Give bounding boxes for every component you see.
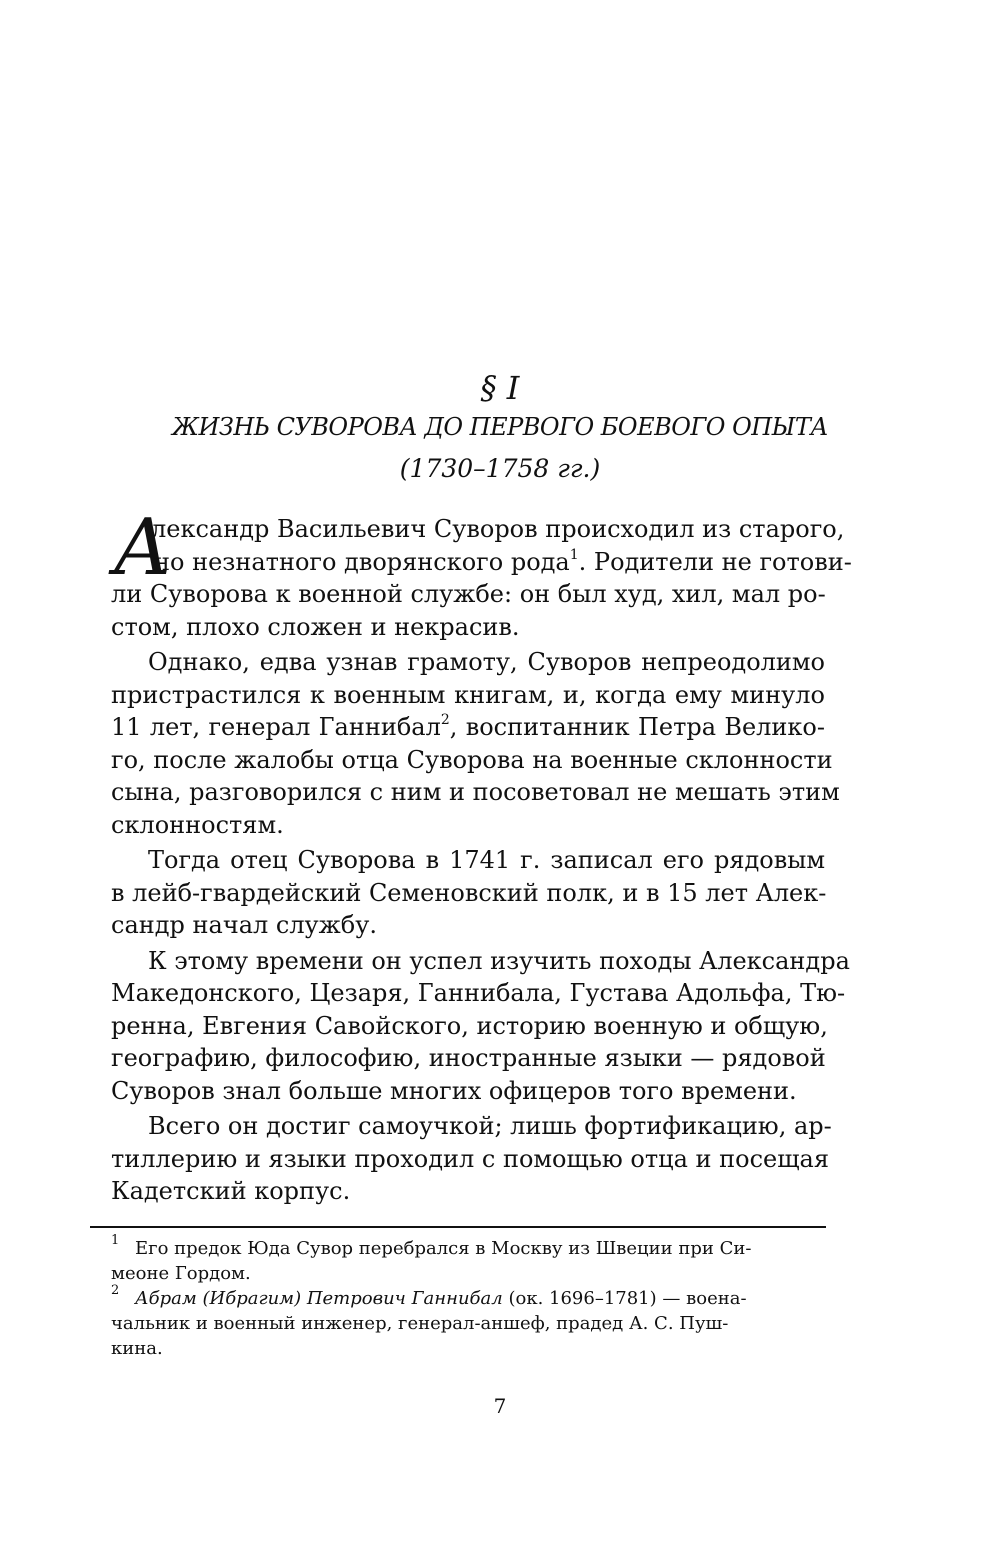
footnote-number: 2 (111, 1283, 120, 1298)
text-fragment: 11 лет, генерал Ганнибал (111, 713, 441, 741)
text-line: Тогда отец Суворова в 1741 г. записал его рядовым (148, 846, 825, 874)
text-fragment: но незнатного дворянского рода (154, 547, 570, 576)
section-mark: § I (480, 369, 520, 407)
text-line: К этому времени он успел изучить походы Александра (148, 946, 850, 975)
text-line: Македонского, Цезаря, Ганнибала, Густава Адольфа, Тю- (111, 979, 846, 1007)
text-line: стом, плохо сложен и некрасив. (111, 612, 520, 641)
text-line: Кадетский корпус. (111, 1177, 351, 1205)
drop-cap: А (113, 503, 173, 593)
text-line: географию, философию, иностранные языки — рядовой (111, 1044, 826, 1072)
footnote-ref-1: 1 (569, 546, 579, 563)
text-line: Суворов знал больше многих офицеров того времени. (111, 1076, 797, 1105)
text-fragment: . Родители не готови- (578, 547, 852, 576)
chapter-title: ЖИЗНЬ СУВОРОВА ДО ПЕРВОГО БОЕВОГО ОПЫТА (171, 413, 829, 441)
footnote-number: 1 (111, 1233, 120, 1248)
footnote-ref-2: 2 (440, 712, 450, 728)
text-line: го, после жалобы отца Суворова на военные склонности (111, 745, 833, 774)
text-line: тиллерию и языки проходил с помощью отца и посещая (111, 1144, 829, 1173)
text-fragment: , воспитанник Петра Велико- (449, 713, 825, 741)
footnote-divider (90, 1226, 826, 1228)
text-line: лександр Васильевич Суворов происходил из старого, (151, 515, 845, 543)
footnotes (111, 1233, 826, 1361)
footnote-text (111, 1286, 826, 1311)
text-line: Однако, едва узнав грамоту, Суворов непреодолимо (148, 648, 825, 676)
chapter-dates: (1730–1758 гг.) (399, 454, 601, 483)
text-line: ренна, Евгения Савойского, историю военную и общую, (111, 1011, 828, 1040)
footnote-text: чальник и военный инженер, генерал-аншеф, прадед А. С. Пуш- (111, 1313, 729, 1334)
main-text (111, 503, 852, 1208)
footnote-text: кина. (111, 1338, 163, 1359)
footnote-text-rest: (ок. 1696–1781) — воена- (502, 1288, 747, 1309)
text-line (111, 546, 852, 579)
footnote-text: Его предок Юда Сувор перебрался в Москву из Швеции при Си- (135, 1238, 752, 1259)
text-line: Всего он достиг самоучкой; лишь фортификацию, ар- (148, 1112, 832, 1140)
text-line (111, 711, 825, 744)
footnote-2 (111, 1283, 826, 1311)
text-line: сына, разговорился с ним и посоветовал не мешать этим (111, 778, 840, 806)
page-number: 7 (493, 1394, 507, 1418)
text-line: сандр начал службу. (111, 911, 377, 939)
text-line: пристрастился к военным книгам, и, когда ему минуло (111, 680, 825, 709)
text-line: склонностям. (111, 810, 284, 839)
text-line: ли Суворова к военной службе: он был худ, хил, мал ро- (111, 580, 826, 608)
footnote-name: Абрам (Ибрагим) Петрович Ганнибал (135, 1288, 503, 1309)
footnote-text: меоне Гордом. (111, 1263, 251, 1284)
footnote-1 (111, 1233, 826, 1261)
text-line: в лейб-гвардейский Семеновский полк, и в 15 лет Алек- (111, 878, 827, 907)
